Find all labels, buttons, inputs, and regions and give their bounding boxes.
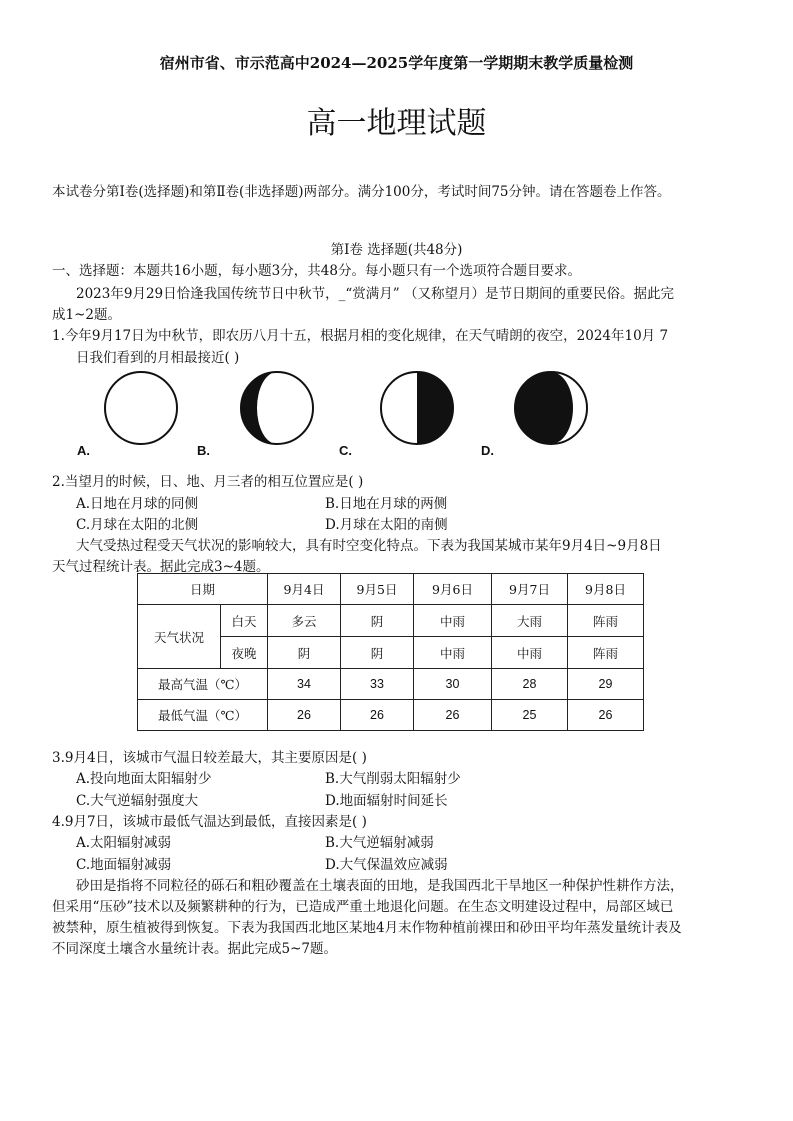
day-label: 白天: [221, 605, 268, 637]
table-row: [138, 700, 644, 731]
day-weather-cell: 大雨: [492, 605, 568, 637]
min-temp-cell: 26: [341, 700, 414, 731]
min-temp-cell: 26: [414, 700, 492, 731]
passage3-line3: 被禁种，原生植被得到恢复。下表为我国西北地区某地4月末作物种植前裸田和砂田平均年蒸发量统计表及: [52, 920, 682, 936]
moon-label-d: D.: [481, 443, 494, 458]
passage1-line1: 2023年9月29日恰逢我国传统节日中秋节，_“赏满月” （又称望月）是节日期间的重要民俗。据此完: [76, 286, 674, 302]
q4-option-d: D.大气保温效应减弱: [325, 857, 448, 873]
table-row: [138, 669, 644, 700]
q2-option-b: B.日地在月球的两侧: [325, 496, 448, 512]
max-temp-cell: 34: [268, 669, 341, 700]
max-temp-cell: 30: [414, 669, 492, 700]
q2-option-d: D.月球在太阳的南侧: [325, 517, 448, 533]
night-weather-cell: 阵雨: [568, 637, 644, 669]
max-temp-cell: 29: [568, 669, 644, 700]
passage1-line2: 成1~2题。: [52, 307, 121, 323]
q2-stem: 2.当望月的时候，日、地、月三者的相互位置应是( ): [52, 474, 364, 490]
date-cell: 9月7日: [492, 574, 568, 605]
min-temp-cell: 25: [492, 700, 568, 731]
date-cell: 9月5日: [341, 574, 414, 605]
section-title: 第Ⅰ卷 选择题(共48分): [330, 242, 463, 258]
night-weather-cell: 中雨: [492, 637, 568, 669]
date-cell: 9月4日: [268, 574, 341, 605]
date-cell: 9月6日: [414, 574, 492, 605]
table-row: [138, 574, 644, 605]
moon-label-b: B.: [197, 443, 210, 458]
date-cell: 9月8日: [568, 574, 644, 605]
max-temp-label: 最高气温（℃）: [138, 669, 268, 700]
day-weather-cell: 阵雨: [568, 605, 644, 637]
table-row: [138, 605, 644, 637]
q3-option-d: D.地面辐射时间延长: [325, 793, 448, 809]
moon-label-c: C.: [339, 443, 352, 458]
date-header: 日期: [138, 574, 268, 605]
night-label: 夜晚: [221, 637, 268, 669]
q1-stem-line1: 1.今年9月17日为中秋节，即农历八月十五，根据月相的变化规律，在天气晴朗的夜空，2024年10月 7: [52, 328, 669, 344]
passage2-line2: 天气过程统计表。据此完成3~4题。: [52, 559, 270, 575]
moon-label-a: A.: [77, 443, 90, 458]
q3-option-b: B.大气削弱太阳辐射少: [325, 771, 461, 787]
section-instructions: 一、选择题：本题共16小题，每小题3分，共48分。每小题只有一个选项符合题目要求。: [52, 263, 581, 279]
q4-option-a: A.太阳辐射减弱: [76, 835, 172, 851]
q4-option-b: B.大气逆辐射减弱: [325, 835, 434, 851]
min-temp-label: 最低气温（℃）: [138, 700, 268, 731]
day-weather-cell: 阴: [341, 605, 414, 637]
day-weather-cell: 中雨: [414, 605, 492, 637]
weather-table: [137, 573, 644, 731]
min-temp-cell: 26: [568, 700, 644, 731]
q2-option-c: C.月球在太阳的北侧: [76, 517, 199, 533]
passage3-line1: 砂田是指将不同粒径的砾石和粗砂覆盖在土壤表面的田地，是我国西北干旱地区一种保护性耕作方法，: [76, 878, 684, 894]
moon-c-icon: [381, 372, 453, 444]
passage3-line2: 但采用“压砂”技术以及频繁耕种的行为，已造成严重土地退化问题。在生态文明建设过程中，局部区域已: [52, 899, 674, 915]
q3-option-c: C.大气逆辐射强度大: [76, 793, 199, 809]
passage2-line1: 大气受热过程受天气状况的影响较大，具有时空变化特点。下表为我国某城市某年9月4日~9月8日: [76, 538, 662, 554]
exam-intro: 本试卷分第Ⅰ卷(选择题)和第Ⅱ卷(非选择题)两部分。满分100分，考试时间75分钟。请在答题卷上作答。: [52, 184, 671, 200]
q3-stem: 3.9月4日，该城市气温日较差最大，其主要原因是( ): [52, 750, 367, 766]
night-weather-cell: 中雨: [414, 637, 492, 669]
max-temp-cell: 28: [492, 669, 568, 700]
night-weather-cell: 阴: [268, 637, 341, 669]
q3-option-a: A.投向地面太阳辐射少: [76, 771, 212, 787]
moon-a-icon: [105, 372, 177, 444]
exam-header: 宿州市省、市示范高中2024—2025学年度第一学期期末教学质量检测: [159, 54, 634, 72]
moon-d-icon: [515, 372, 587, 444]
min-temp-cell: 26: [268, 700, 341, 731]
q4-stem: 4.9月7日，该城市最低气温达到最低，直接因素是( ): [52, 814, 367, 830]
day-weather-cell: 多云: [268, 605, 341, 637]
q4-option-c: C.地面辐射减弱: [76, 857, 172, 873]
passage3-line4: 不同深度土壤含水量统计表。据此完成5~7题。: [52, 941, 337, 957]
night-weather-cell: 阴: [341, 637, 414, 669]
weather-label: 天气状况: [138, 605, 221, 669]
q2-option-a: A.日地在月球的同侧: [76, 496, 199, 512]
q1-stem-line2: 日我们看到的月相最接近( ): [76, 350, 240, 366]
moon-b-icon: [241, 372, 313, 444]
exam-title: 高一地理试题: [306, 106, 487, 141]
max-temp-cell: 33: [341, 669, 414, 700]
